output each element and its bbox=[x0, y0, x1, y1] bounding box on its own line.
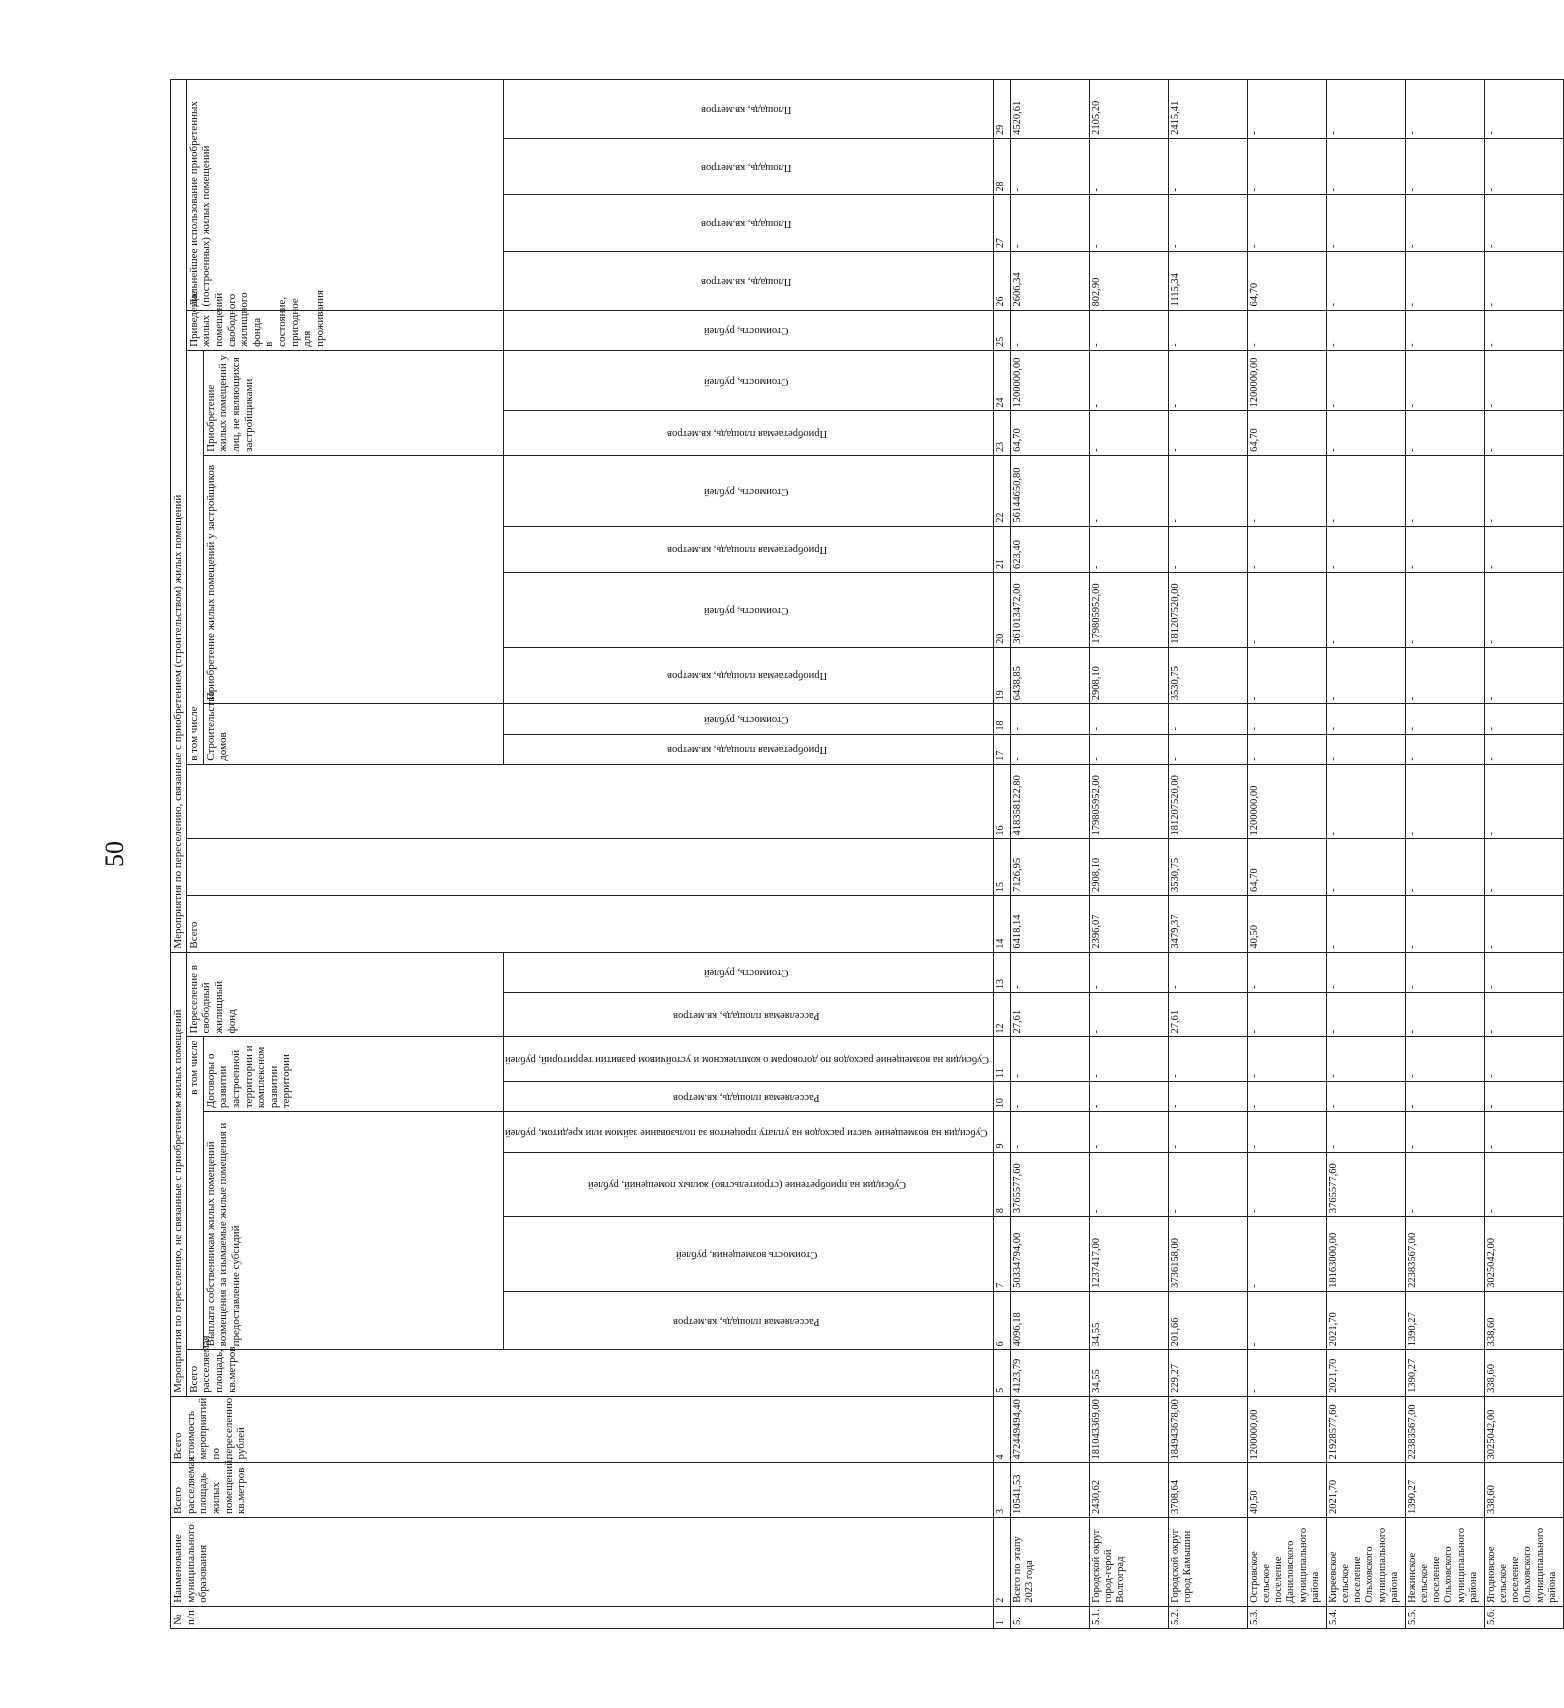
table-cell: - bbox=[1248, 993, 1327, 1037]
column-number: 20 bbox=[994, 573, 1011, 648]
table-cell: 3765577,60 bbox=[1011, 1152, 1090, 1217]
row-number: 5.2. bbox=[1169, 1606, 1248, 1628]
table-cell: 181207520,00 bbox=[1169, 764, 1248, 839]
table-cell: - bbox=[1090, 1081, 1169, 1111]
subheader-c23: Приобретаемая площадь, кв.метров bbox=[503, 411, 994, 455]
header-col2: Наименование муниципального образования bbox=[171, 1517, 994, 1606]
subheader-c25: Стоимость, рублей bbox=[503, 310, 994, 350]
table-cell: 1200000,00 bbox=[1011, 350, 1090, 411]
subheader-c10: Расселяемая площадь, кв.метров bbox=[503, 1081, 994, 1111]
column-number: 28 bbox=[994, 138, 1011, 195]
table-cell: - bbox=[1485, 764, 1564, 839]
header-purchase-from-developers: Приобретение жилых помещений у застройщиков bbox=[203, 455, 503, 703]
table-cell: 184943678,00 bbox=[1169, 1396, 1248, 1463]
table-cell: - bbox=[1485, 455, 1564, 526]
table-cell: - bbox=[1169, 1152, 1248, 1217]
header-group-not-related: Мероприятия по переселению, не связанные с приобретением жилых помещений bbox=[171, 952, 187, 1396]
row-number: 5.5. bbox=[1406, 1606, 1485, 1628]
table-cell: 1390,27 bbox=[1406, 1291, 1485, 1350]
table-cell: 3025042,00 bbox=[1485, 1217, 1564, 1292]
table-cell: - bbox=[1090, 952, 1169, 992]
subheader-c29: Площадь, кв.метров bbox=[503, 80, 994, 139]
table-cell: - bbox=[1248, 138, 1327, 195]
table-cell: - bbox=[1485, 952, 1564, 992]
resettlement-table bbox=[170, 79, 1564, 1629]
table-cell: 2908,10 bbox=[1090, 839, 1169, 896]
table-cell: 2105,20 bbox=[1090, 80, 1169, 139]
table-cell: 4123,79 bbox=[1011, 1350, 1090, 1396]
column-number: 12 bbox=[994, 993, 1011, 1037]
table-cell: - bbox=[1327, 310, 1406, 350]
table-cell: 40,50 bbox=[1248, 896, 1327, 953]
municipality-name: Островское сельское поселение Даниловского муниципального района bbox=[1248, 1517, 1327, 1606]
table-cell: - bbox=[1169, 455, 1248, 526]
table-cell: 3736158,00 bbox=[1169, 1217, 1248, 1292]
column-number: 13 bbox=[994, 952, 1011, 992]
header-in-that-number: в том числе bbox=[186, 1037, 203, 1350]
table-cell: - bbox=[1011, 1081, 1090, 1111]
table-cell: - bbox=[1169, 310, 1248, 350]
table-cell: 3530,75 bbox=[1169, 647, 1248, 704]
column-number: 25 bbox=[994, 310, 1011, 350]
table-cell: - bbox=[1090, 704, 1169, 734]
table-cell: 6418,14 bbox=[1011, 896, 1090, 953]
table-cell: 338,60 bbox=[1485, 1350, 1564, 1396]
table-cell: 361013472,00 bbox=[1011, 573, 1090, 648]
table-cell: - bbox=[1011, 138, 1090, 195]
table-cell: 2430,62 bbox=[1090, 1463, 1169, 1518]
table-cell: 64,70 bbox=[1248, 411, 1327, 455]
table-row bbox=[1327, 80, 1406, 1629]
table-cell: 64,70 bbox=[1011, 411, 1090, 455]
table-cell: 2021,70 bbox=[1327, 1350, 1406, 1396]
table-cell: - bbox=[1327, 350, 1406, 411]
table-cell: - bbox=[1011, 1037, 1090, 1081]
table-cell: - bbox=[1485, 251, 1564, 310]
table-cell: - bbox=[1169, 952, 1248, 992]
table-cell: - bbox=[1406, 993, 1485, 1037]
table-cell: 18163000,00 bbox=[1327, 1217, 1406, 1292]
table-cell: - bbox=[1011, 704, 1090, 734]
table-cell: - bbox=[1327, 647, 1406, 704]
table-cell: - bbox=[1248, 952, 1327, 992]
table-cell: - bbox=[1090, 138, 1169, 195]
subheader-c26: Площадь, кв.метров bbox=[503, 251, 994, 310]
column-number: 2 bbox=[994, 1517, 1011, 1606]
table-cell: - bbox=[1090, 993, 1169, 1037]
table-cell: 1115,34 bbox=[1169, 251, 1248, 310]
municipality-name: Киреевское сельское поселение Ольховского муниципального района bbox=[1327, 1517, 1406, 1606]
table-cell: - bbox=[1485, 573, 1564, 648]
table-cell: - bbox=[1406, 251, 1485, 310]
table-cell: - bbox=[1248, 526, 1327, 572]
table-cell: 56144650,80 bbox=[1011, 455, 1090, 526]
subheader-c20: Стоимость, рублей bbox=[503, 573, 994, 648]
table-cell: - bbox=[1169, 1112, 1248, 1152]
table-cell: 2908,10 bbox=[1090, 647, 1169, 704]
column-number: 8 bbox=[994, 1152, 1011, 1217]
column-number: 16 bbox=[994, 764, 1011, 839]
table-cell: - bbox=[1406, 839, 1485, 896]
table-cell: - bbox=[1406, 734, 1485, 764]
table-cell: - bbox=[1090, 455, 1169, 526]
column-number: 29 bbox=[994, 80, 1011, 139]
table-cell: 22383567,00 bbox=[1406, 1217, 1485, 1292]
table-cell: - bbox=[1485, 80, 1564, 139]
table-cell: - bbox=[1090, 350, 1169, 411]
header-bring-free-fund-2: Приведение жилых помещений свободного жилищного фонда в состояние, пригодное для проживания bbox=[186, 310, 503, 350]
subheader-c19: Приобретаемая площадь, кв.метров bbox=[503, 647, 994, 704]
table-cell: - bbox=[1485, 993, 1564, 1037]
table-cell: - bbox=[1011, 310, 1090, 350]
table-cell: 34,55 bbox=[1090, 1291, 1169, 1350]
table-cell: 22383567,00 bbox=[1406, 1396, 1485, 1463]
table-cell: - bbox=[1406, 1112, 1485, 1152]
table-cell: 623,40 bbox=[1011, 526, 1090, 572]
table-cell: - bbox=[1248, 310, 1327, 350]
column-number: 9 bbox=[994, 1112, 1011, 1152]
header-construction: Строительство домов bbox=[203, 704, 503, 765]
table-cell: - bbox=[1248, 1350, 1327, 1396]
table-cell: - bbox=[1090, 1037, 1169, 1081]
table-cell: - bbox=[1327, 896, 1406, 953]
table-cell: 64,70 bbox=[1248, 251, 1327, 310]
table-cell: - bbox=[1327, 195, 1406, 252]
subheader-c13: Стоимость, рублей bbox=[503, 952, 994, 992]
table-cell: - bbox=[1406, 952, 1485, 992]
table-cell: - bbox=[1485, 1152, 1564, 1217]
table-cell: 2021,70 bbox=[1327, 1291, 1406, 1350]
subheader-c6: Расселяемая площадь, кв.метров bbox=[503, 1291, 994, 1350]
table-cell: 338,60 bbox=[1485, 1463, 1564, 1518]
row-number: 5.1. bbox=[1090, 1606, 1169, 1628]
table-cell: - bbox=[1011, 952, 1090, 992]
table-cell: - bbox=[1248, 647, 1327, 704]
table-cell: - bbox=[1327, 1037, 1406, 1081]
table-cell: 1200000,00 bbox=[1248, 764, 1327, 839]
table-cell: 3530,75 bbox=[1169, 839, 1248, 896]
column-number: 27 bbox=[994, 195, 1011, 252]
table-cell: - bbox=[1406, 411, 1485, 455]
table-cell: 338,60 bbox=[1485, 1291, 1564, 1350]
table-cell: 179805952,00 bbox=[1090, 764, 1169, 839]
table-cell: 50334794,00 bbox=[1011, 1217, 1090, 1292]
table-row bbox=[1248, 80, 1327, 1629]
subheader-c7: Стоимость возмещения, рублей bbox=[503, 1217, 994, 1292]
column-numbers-row bbox=[994, 80, 1011, 1629]
table-cell: - bbox=[1406, 526, 1485, 572]
row-number: 5.3. bbox=[1248, 1606, 1327, 1628]
resettlement-table-sheet bbox=[170, 79, 1558, 1629]
subheader-c22: Стоимость, рублей bbox=[503, 455, 994, 526]
table-cell: 3025042,00 bbox=[1485, 1396, 1564, 1463]
row-number: 5.6. bbox=[1485, 1606, 1564, 1628]
table-cell: 7126,95 bbox=[1011, 839, 1090, 896]
table-cell: - bbox=[1485, 1112, 1564, 1152]
table-cell: - bbox=[1406, 195, 1485, 252]
column-number: 4 bbox=[994, 1396, 1011, 1463]
table-body bbox=[1011, 80, 1564, 1629]
table-cell: 40,50 bbox=[1248, 1463, 1327, 1518]
table-cell: 3765577,60 bbox=[1327, 1152, 1406, 1217]
table-cell: - bbox=[1248, 734, 1327, 764]
table-cell: - bbox=[1406, 1081, 1485, 1111]
table-cell: - bbox=[1485, 896, 1564, 953]
table-cell: - bbox=[1406, 704, 1485, 734]
table-cell: - bbox=[1327, 764, 1406, 839]
table-cell: - bbox=[1327, 411, 1406, 455]
table-cell: - bbox=[1406, 764, 1485, 839]
column-number: 10 bbox=[994, 1081, 1011, 1111]
table-cell: - bbox=[1248, 573, 1327, 648]
table-cell: 6438,85 bbox=[1011, 647, 1090, 704]
table-cell: - bbox=[1248, 1081, 1327, 1111]
column-number: 24 bbox=[994, 350, 1011, 411]
table-cell: 4520,61 bbox=[1011, 80, 1090, 139]
header-further-use: Дальнейшее использование приобретенных (построенных) жилых помещений bbox=[186, 80, 503, 311]
table-cell: 4096,18 bbox=[1011, 1291, 1090, 1350]
table-cell: - bbox=[1090, 310, 1169, 350]
table-cell: - bbox=[1327, 734, 1406, 764]
table-cell: - bbox=[1327, 573, 1406, 648]
table-cell: - bbox=[1327, 704, 1406, 734]
table-cell: - bbox=[1090, 734, 1169, 764]
table-cell: - bbox=[1327, 138, 1406, 195]
row-number: 5. bbox=[1011, 1606, 1090, 1628]
table-cell: - bbox=[1485, 411, 1564, 455]
table-cell: - bbox=[1406, 138, 1485, 195]
table-cell: 1390,27 bbox=[1406, 1350, 1485, 1396]
table-cell: 1200000,00 bbox=[1248, 350, 1327, 411]
row-number: 5.4. bbox=[1327, 1606, 1406, 1628]
table-cell: 201,66 bbox=[1169, 1291, 1248, 1350]
table-cell: - bbox=[1169, 138, 1248, 195]
table-cell: 181043369,00 bbox=[1090, 1396, 1169, 1463]
header-col4: Всего стоимость мероприятий по переселению, рублей bbox=[171, 1396, 994, 1463]
table-cell: - bbox=[1406, 455, 1485, 526]
municipality-name: Нежинское сельское поселение Ольховского муниципального района bbox=[1406, 1517, 1485, 1606]
table-cell: - bbox=[1406, 573, 1485, 648]
table-cell: - bbox=[1248, 455, 1327, 526]
table-cell: - bbox=[1327, 952, 1406, 992]
table-cell: 34,55 bbox=[1090, 1350, 1169, 1396]
page-number: 50 bbox=[100, 841, 129, 867]
table-cell: - bbox=[1485, 647, 1564, 704]
municipality-name: Ягодновское сельское поселение Ольховского муниципального района bbox=[1485, 1517, 1564, 1606]
table-cell: - bbox=[1406, 1152, 1485, 1217]
table-cell: - bbox=[1327, 251, 1406, 310]
table-cell: - bbox=[1090, 526, 1169, 572]
table-cell: 1200000,00 bbox=[1248, 1396, 1327, 1463]
table-cell: - bbox=[1248, 1152, 1327, 1217]
table-cell: - bbox=[1327, 1081, 1406, 1111]
table-cell: - bbox=[1406, 647, 1485, 704]
column-number: 19 bbox=[994, 647, 1011, 704]
column-number: 22 bbox=[994, 455, 1011, 526]
table-cell: - bbox=[1169, 526, 1248, 572]
table-cell: - bbox=[1011, 734, 1090, 764]
table-cell: - bbox=[1169, 704, 1248, 734]
table-cell: 229,27 bbox=[1169, 1350, 1248, 1396]
table-cell: - bbox=[1248, 1217, 1327, 1292]
subheader-c11: Субсидия на возмещение расходов по договорам о комплексном и устойчивом развитии территорий, рублей bbox=[503, 1037, 994, 1081]
column-number: 1 bbox=[994, 1606, 1011, 1628]
table-cell: - bbox=[1406, 350, 1485, 411]
table-cell: - bbox=[1011, 195, 1090, 252]
table-cell: - bbox=[1327, 1112, 1406, 1152]
header-in-that-number-2: в том числе bbox=[186, 350, 203, 764]
table-cell: - bbox=[1485, 350, 1564, 411]
table-cell: 27,61 bbox=[1011, 993, 1090, 1037]
subheader-c17: Приобретаемая площадь, кв.метров bbox=[503, 734, 994, 764]
column-number: 5 bbox=[994, 1350, 1011, 1396]
table-row bbox=[1090, 80, 1169, 1629]
table-cell: 3479,37 bbox=[1169, 896, 1248, 953]
table-cell: - bbox=[1327, 455, 1406, 526]
table-cell: 179805952,00 bbox=[1090, 573, 1169, 648]
header-resettle-free-fund: Переселение в свободный жилищный фонд bbox=[186, 952, 503, 1037]
table-cell: - bbox=[1248, 1037, 1327, 1081]
subheader-c27: Площадь, кв.метров bbox=[503, 195, 994, 252]
table-cell: - bbox=[1485, 1037, 1564, 1081]
municipality-name: Городской округ город Камышин bbox=[1169, 1517, 1248, 1606]
table-cell: 1390,27 bbox=[1406, 1463, 1485, 1518]
table-cell: 1237417,00 bbox=[1090, 1217, 1169, 1292]
table-cell: 2396,07 bbox=[1090, 896, 1169, 953]
table-cell: - bbox=[1485, 310, 1564, 350]
table-cell: - bbox=[1248, 195, 1327, 252]
table-cell: - bbox=[1485, 1081, 1564, 1111]
column-number: 7 bbox=[994, 1217, 1011, 1292]
subheader-c8: Субсидия на приобретение (строительство) жилых помещений, рублей bbox=[503, 1152, 994, 1217]
table-cell: - bbox=[1248, 80, 1327, 139]
subheader-c28: Площадь, кв.метров bbox=[503, 138, 994, 195]
header-purchase-non-dev: Приобретение жилых помещений у лиц, не являющихся застройщиками bbox=[203, 350, 503, 455]
table-cell: 472449494,40 bbox=[1011, 1396, 1090, 1463]
table-cell: - bbox=[1169, 1081, 1248, 1111]
column-number: 3 bbox=[994, 1463, 1011, 1518]
column-number: 17 bbox=[994, 734, 1011, 764]
table-row bbox=[1406, 80, 1485, 1629]
table-cell: - bbox=[1090, 411, 1169, 455]
table-cell: - bbox=[1169, 350, 1248, 411]
table-row bbox=[1485, 80, 1564, 1629]
table-cell: - bbox=[1090, 195, 1169, 252]
column-number: 11 bbox=[994, 1037, 1011, 1081]
table-cell: - bbox=[1327, 993, 1406, 1037]
table-cell: - bbox=[1485, 526, 1564, 572]
table-cell: - bbox=[1169, 734, 1248, 764]
table-cell: - bbox=[1169, 195, 1248, 252]
table-cell: - bbox=[1248, 1291, 1327, 1350]
table-cell: - bbox=[1485, 138, 1564, 195]
table-cell: 27,61 bbox=[1169, 993, 1248, 1037]
column-number: 6 bbox=[994, 1291, 1011, 1350]
table-cell: - bbox=[1248, 1112, 1327, 1152]
header-group-related: Мероприятия по переселению, связанные с приобретением (строительством) жилых помещений bbox=[171, 80, 187, 953]
table-cell: - bbox=[1090, 1152, 1169, 1217]
column-number: 14 bbox=[994, 896, 1011, 953]
table-cell: 802,90 bbox=[1090, 251, 1169, 310]
table-cell: - bbox=[1406, 896, 1485, 953]
table-cell: - bbox=[1169, 1037, 1248, 1081]
subheader-c24: Стоимость, рублей bbox=[503, 350, 994, 411]
table-cell: 418358122,80 bbox=[1011, 764, 1090, 839]
table-cell: - bbox=[1485, 839, 1564, 896]
table-cell: 64,70 bbox=[1248, 839, 1327, 896]
table-cell: - bbox=[1406, 310, 1485, 350]
table-cell: - bbox=[1485, 704, 1564, 734]
table-cell: 21928577,60 bbox=[1327, 1396, 1406, 1463]
table-row bbox=[1011, 80, 1090, 1629]
table-cell: - bbox=[1090, 1112, 1169, 1152]
municipality-name: Всего по этапу 2023 года bbox=[1011, 1517, 1090, 1606]
table-cell: 2415,41 bbox=[1169, 80, 1248, 139]
header-payout: Выплата собственникам жилых помещений возмещения за изымаемые жилые помещения и предоставление субсидий bbox=[203, 1112, 503, 1350]
table-cell: - bbox=[1327, 80, 1406, 139]
column-number: 15 bbox=[994, 839, 1011, 896]
table-cell: 2606,34 bbox=[1011, 251, 1090, 310]
municipality-name: Городской округ город-герой Волгоград bbox=[1090, 1517, 1169, 1606]
table-row bbox=[1169, 80, 1248, 1629]
table-cell: 2021,70 bbox=[1327, 1463, 1406, 1518]
header-col1: № п/п bbox=[171, 1606, 994, 1628]
subheader-c9: Субсидия на возмещение части расходов на уплату процентов за пользование займом или кредитом, рублей bbox=[503, 1112, 994, 1152]
subheader-c12: Расселяемая площадь, кв.метров bbox=[503, 993, 994, 1037]
header-vsego: Всего bbox=[186, 896, 994, 953]
column-number: 18 bbox=[994, 704, 1011, 734]
table-cell: - bbox=[1327, 839, 1406, 896]
subheader-c21: Приобретаемая площадь, кв.метров bbox=[503, 526, 994, 572]
header-dogovory: Договоры о развитии застроенной территории и комплексном развитии территории bbox=[203, 1037, 503, 1112]
column-number: 23 bbox=[994, 411, 1011, 455]
table-cell: 10541,53 bbox=[1011, 1463, 1090, 1518]
table-cell: 3708,64 bbox=[1169, 1463, 1248, 1518]
table-cell: - bbox=[1169, 411, 1248, 455]
table-cell: - bbox=[1485, 734, 1564, 764]
table-cell: - bbox=[1406, 80, 1485, 139]
subheader-c18: Стоимость, рублей bbox=[503, 704, 994, 734]
table-cell: - bbox=[1248, 704, 1327, 734]
table-cell: - bbox=[1406, 1037, 1485, 1081]
column-number: 26 bbox=[994, 251, 1011, 310]
table-cell: 181207520,00 bbox=[1169, 573, 1248, 648]
header-col3: Всего расселяемая площадь жилых помещений, кв.метров bbox=[171, 1463, 994, 1518]
table-cell: - bbox=[1327, 526, 1406, 572]
header-col5: Всего расселяемая площадь, кв.метров bbox=[186, 1350, 994, 1396]
table-cell: - bbox=[1011, 1112, 1090, 1152]
column-number: 21 bbox=[994, 526, 1011, 572]
table-cell: - bbox=[1485, 195, 1564, 252]
